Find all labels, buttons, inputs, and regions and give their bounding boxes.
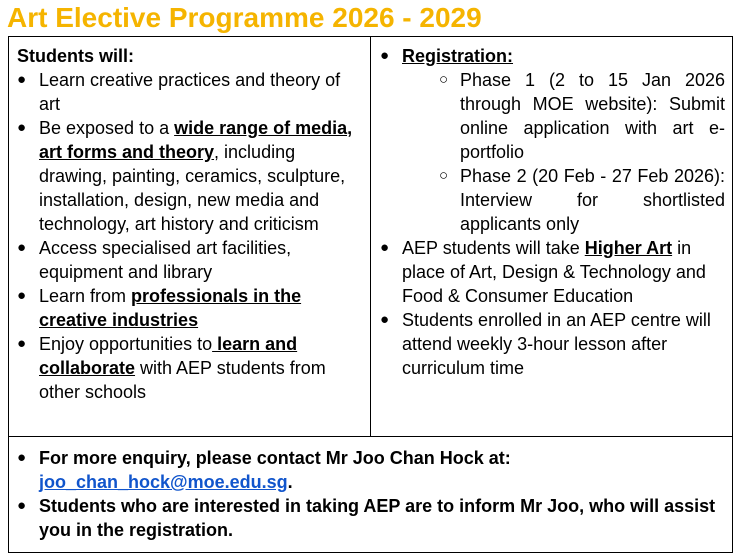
email-link[interactable]: joo_chan_hock@moe.edu.sg bbox=[39, 472, 288, 492]
list-item bbox=[17, 332, 363, 404]
contact-item bbox=[17, 446, 724, 494]
students-will-cell bbox=[8, 36, 371, 437]
emphasis-text: professionals in the creative industries bbox=[39, 286, 302, 330]
list-item-text: Be exposed to a bbox=[39, 118, 175, 138]
contact-cell bbox=[8, 436, 733, 553]
list-item-text: , including drawing, painting, ceramics, sculpture, installation, design, new media and technology, art history and criticism bbox=[39, 142, 346, 234]
registration-item bbox=[380, 44, 725, 236]
emphasis-text: learn and collaborate bbox=[39, 334, 298, 378]
students-will-list bbox=[17, 68, 363, 404]
phase-item-1: ○ Phase 1 (2 to 15 Jan 2026 through MOE website): Submit online application with art e-portfolio bbox=[439, 68, 725, 164]
registration-heading: Registration: bbox=[402, 46, 514, 66]
info-table bbox=[8, 36, 733, 553]
phase-item-2: ○ Phase 2 (20 Feb - 27 Feb 2026): Interview for shortlisted applicants only bbox=[439, 164, 725, 236]
list-item-text: AEP students will take bbox=[402, 238, 585, 258]
contact-text: For more enquiry, please contact Mr Joo Chan Hock at: bbox=[39, 448, 511, 468]
emphasis-text: wide range of media, art forms and theory bbox=[39, 118, 353, 162]
list-item bbox=[380, 236, 725, 308]
list-item-text: with AEP students from other schools bbox=[39, 358, 326, 402]
phase-list bbox=[402, 68, 725, 236]
note-item bbox=[17, 494, 724, 542]
list-item bbox=[17, 284, 363, 332]
list-item bbox=[17, 236, 363, 284]
page-title: Art Elective Programme 2026 - 2029 bbox=[7, 2, 482, 33]
registration-list bbox=[380, 44, 725, 380]
note-text: Students who are interested in taking AEP are to inform Mr Joo, who will assist you in the registration. bbox=[39, 496, 716, 540]
list-item-text: Access specialised art facilities, equipment and library bbox=[39, 238, 292, 282]
list-item bbox=[380, 308, 725, 380]
registration-cell bbox=[370, 36, 733, 437]
list-item bbox=[17, 68, 363, 116]
students-will-heading: Students will: bbox=[17, 46, 134, 66]
list-item-text: Learn from bbox=[39, 286, 132, 306]
list-item-text: Students enrolled in an AEP centre will attend weekly 3-hour lesson after curriculum time bbox=[402, 310, 711, 378]
emphasis-text: Higher Art bbox=[584, 238, 673, 258]
list-item-text: Enjoy opportunities to bbox=[39, 334, 213, 354]
list-item bbox=[17, 116, 363, 236]
list-item-text: Learn creative practices and theory of art bbox=[39, 70, 341, 114]
contact-text: . bbox=[287, 472, 293, 492]
contact-list bbox=[17, 446, 724, 542]
list-item-text: in place of Art, Design & Technology and Food & Consumer Education bbox=[402, 238, 706, 306]
